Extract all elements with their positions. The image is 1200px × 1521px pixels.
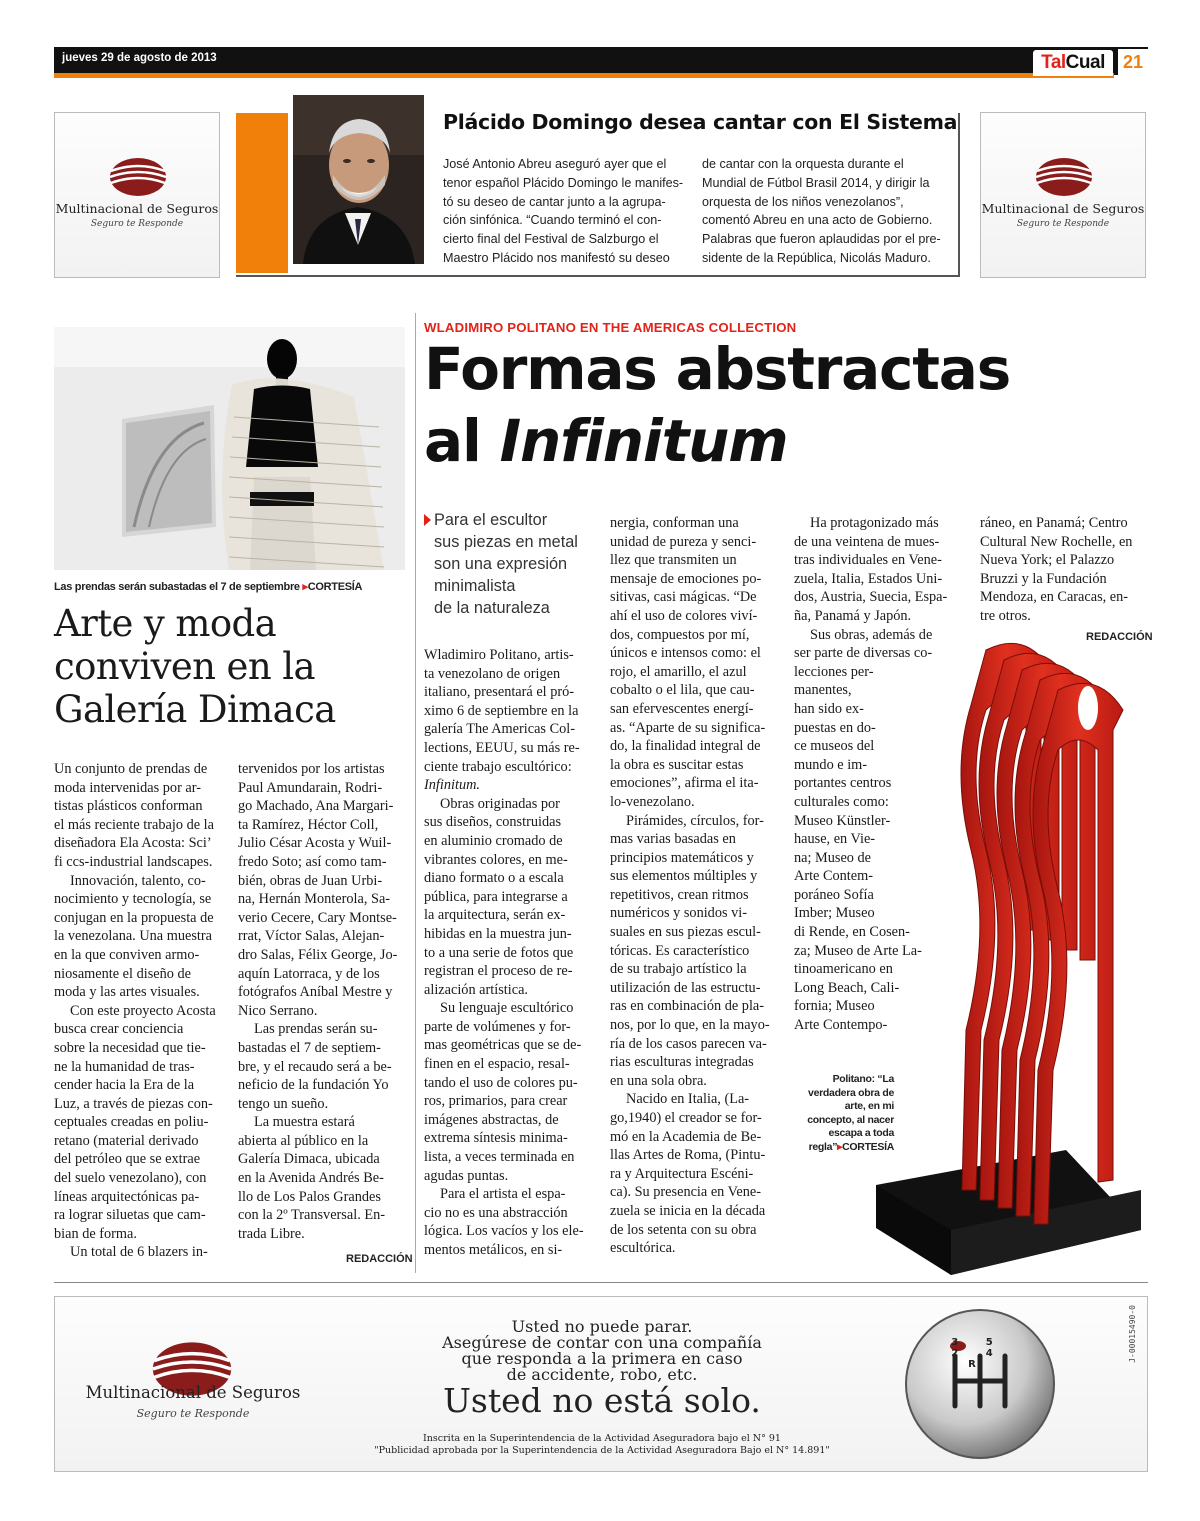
text-line: finen en el espacio, resal- (424, 1056, 570, 1073)
text-line: Pirámides, círculos, for- (626, 812, 764, 829)
text-line: Paul Amundarain, Rodri- (238, 779, 383, 796)
text-line: mas varias basadas en (610, 831, 736, 848)
text-line: minimalista (434, 577, 516, 595)
ad-legal-line: Inscrita en la Superintendencia de la Actividad Aseguradora bajo el N° 91 (423, 1433, 781, 1444)
text-line: Para el escultor (434, 511, 548, 529)
text-line: go Machado, Ana Margari- (238, 798, 394, 815)
text-line: rias esculturas integradas (610, 1054, 754, 1071)
text-line: cio no es una abstracción (424, 1204, 568, 1221)
text-line: tenor español Plácido Domingo le manifes- (443, 175, 684, 190)
text-line: lógica. Los vacíos y los ele- (424, 1223, 584, 1240)
text-line: Las prendas serán su- (254, 1021, 378, 1038)
domingo-column-1 (443, 155, 683, 268)
text-line: to a una serie de fotos que (424, 944, 574, 961)
text-line: culturales como: (794, 793, 889, 810)
credit-marker-icon: ▸ (302, 581, 308, 593)
text-line: as. “Aparte de su significa- (610, 719, 766, 736)
ad-left[interactable] (54, 112, 220, 278)
text-line: bre, y el recaudo será a be- (238, 1058, 392, 1075)
text-line: retano (material derivado (54, 1132, 199, 1149)
text-line: Nueva York; el Palazzo (980, 552, 1115, 569)
page-number: 21 (1118, 49, 1148, 75)
text-line: hibidas en la muestra jun- (424, 925, 572, 942)
fashion-photo (54, 327, 405, 570)
text-line: Nico Serrano. (238, 1002, 318, 1019)
text-line: Arte Contem- (794, 868, 874, 885)
main-headline-line-1: Formas abstractas (424, 335, 1011, 403)
text-line: sus piezas en metal (434, 533, 578, 551)
text-line: Maestro Plácido nos manifestó su deseo (443, 250, 670, 265)
text-line: en una sola obra. (610, 1072, 707, 1089)
text-line: ta venezolano de origen (424, 665, 561, 682)
text-line: hause, en Vie- (794, 831, 876, 848)
text-line: niosamente el diseño de (54, 965, 191, 982)
text-line: repetitivos, crean ritmos (610, 886, 749, 903)
headline-word: al (424, 407, 481, 475)
text-line: con la 2º Transversal. En- (238, 1207, 385, 1224)
text-line: únicos e intensos como: el (610, 645, 761, 662)
ad-brand-name: Multinacional de Seguros (981, 201, 1145, 216)
text-line: Wladimiro Politano, artis- (424, 647, 574, 663)
text-line: Bruzzi y la Fundación (980, 570, 1107, 587)
fashion-photo-caption (54, 580, 362, 593)
text-line: imágenes abstractas, de (424, 1111, 559, 1128)
text-line: ser parte de diversas co- (794, 645, 933, 662)
domingo-column-2 (702, 155, 941, 268)
text-line: ña, Panamá y Japón. (794, 607, 912, 624)
text-line: ce museos del (794, 738, 875, 755)
text-line: llas Artes de Roma, (Pintu- (610, 1147, 766, 1164)
text-line: ción sinfónica. “Cuando terminó el con- (443, 213, 662, 228)
ad-code: J-00015490-0 (1128, 1305, 1137, 1363)
text-line: abierta al público en la (238, 1132, 369, 1149)
text-line: dos, Austria, Suecia, Espa- (794, 589, 948, 606)
headline-emphasis: Infinitum (499, 407, 788, 475)
text-line: ra y Arquitectura Escéni- (610, 1165, 754, 1182)
text-line: ría de los casos parecen va- (610, 1035, 767, 1052)
text-line: alización artística. (424, 981, 528, 998)
text-line: zuela, Italia, Estados Uni- (794, 570, 943, 587)
issue-date: jueves 29 de agosto de 2013 (62, 52, 217, 64)
text-line: unidad de pureza y senci- (610, 533, 757, 550)
text-line: Innovación, talento, co- (70, 872, 206, 889)
text-line: Su lenguaje escultórico (440, 1000, 574, 1017)
ad-legal-line: "Publicidad aprobada por la Superintendencia de la Actividad Aseguradora Bajo el N° 14.891" (374, 1445, 830, 1456)
text-line: tre otros. (980, 607, 1031, 624)
mannequin-photo-icon (54, 327, 405, 570)
text-line: dro Salas, Félix George, Jo- (238, 946, 398, 963)
text-line: lista, a veces terminada en (424, 1149, 575, 1166)
credit-marker-icon: ▸ (837, 1140, 843, 1153)
text-line: tengo un sueño. (238, 1095, 329, 1112)
text-line: suales en sus piezas escul- (610, 924, 761, 941)
text-line: fredo Soto; así como tam- (238, 853, 387, 870)
text-line: fornia; Museo (794, 998, 875, 1015)
text-line: puestas en do- (794, 719, 876, 736)
text-line: za; Museo de Arte La- (794, 942, 922, 959)
text-line: son una expresión (434, 555, 568, 573)
text-line: han sido ex- (794, 700, 864, 717)
domingo-headline: Plácido Domingo desea cantar con El Sistema (443, 110, 958, 134)
text-line: tóricas. Es característico (610, 942, 750, 959)
text-line: vibrantes colores, en me- (424, 851, 568, 868)
text-line: llo de Los Palos Grandes (238, 1188, 381, 1205)
text-line: ne la humanidad de tras- (54, 1058, 195, 1075)
text-line: conjugan en la propuesta de (54, 909, 214, 926)
text-line: Luz, a través de piezas con- (54, 1095, 213, 1112)
text-line: tistas plásticos conforman (54, 798, 203, 815)
text-line: nos, por lo que, en la mayo- (610, 1017, 770, 1034)
text-line: tras individuales en Vene- (794, 552, 942, 569)
ad-copy-line: Asegúrese de contar con una compañía (442, 1333, 762, 1352)
text-line: Ha protagonizado más (810, 515, 939, 531)
text-line: fotógrafos Aníbal Mestre y (238, 984, 393, 1001)
fashion-signature: REDACCIÓN (346, 1253, 413, 1265)
text-line: sidente de la República, Nicolás Maduro. (702, 250, 931, 265)
text-line: mó en la Academia de Be- (610, 1128, 762, 1145)
text-line: neficio de la fundación Yo (238, 1077, 389, 1094)
ad-right[interactable] (980, 112, 1146, 278)
text-line: zuela se inicia en la década (610, 1202, 766, 1219)
column-divider (415, 313, 416, 1273)
text-line: tinoamericano en (794, 961, 893, 978)
fashion-headline-line: Galería Dimaca (54, 688, 336, 731)
text-line: ras en combinación de pla- (610, 998, 765, 1015)
caption-credit: CORTESÍA (307, 581, 363, 593)
text-line: lecciones per- (794, 663, 874, 680)
fashion-body-column-2 (238, 760, 397, 1243)
text-line: Arte Contempo- (794, 1017, 888, 1034)
text-line: Palabras que fueron aplaudidas por el pre- (702, 232, 941, 247)
text-line: lections, EEUU, su más re- (424, 739, 580, 756)
text-line: utilización de las estructu- (610, 979, 761, 996)
text-line: sus elementos múltiples y (610, 868, 758, 885)
text-line: lo-venezolano. (610, 793, 695, 810)
text-line: sus diseños, construidas (424, 814, 562, 831)
text-line: mundo e im- (794, 756, 868, 773)
header-accent-stripe (54, 73, 1114, 78)
fashion-headline-line: Arte y moda (54, 602, 277, 645)
sculpture-caption (780, 1073, 894, 1155)
text-line: mensaje de emociones po- (610, 570, 762, 587)
main-body-column-1 (424, 646, 584, 1260)
caption-credit: CORTESÍA (842, 1140, 894, 1153)
caption-line: verdadera obra de (808, 1086, 894, 1099)
masthead-tal: Tal (1041, 52, 1066, 73)
text-line: trada Libre. (238, 1225, 305, 1242)
text-line: rrat, Víctor Salas, Alejan- (238, 928, 385, 945)
text-line: diano formato o a escala (424, 870, 564, 887)
text-line: bastadas el 7 de septiem- (238, 1039, 381, 1056)
caption-line: arte, en mi (844, 1100, 894, 1113)
text-line: di Rende, en Cosen- (794, 924, 910, 941)
text-line: do, la finalidad integral de (610, 738, 761, 755)
fashion-headline (54, 602, 414, 731)
text-line: verio Cecere, Cary Montse- (238, 909, 397, 926)
text-line: orquesta de los niños venezolanos”, (702, 194, 904, 209)
text-line: la venezolana. Una muestra (54, 928, 212, 945)
main-deck (424, 509, 578, 619)
masthead-cual: Cual (1065, 52, 1105, 73)
text-line: ahí el uso de colores viví- (610, 607, 758, 624)
portrait-photo-icon (293, 95, 424, 264)
text-line: Julio César Acosta y Wuil- (238, 835, 392, 852)
text-line: cierto final del Festival de Salzburgo el (443, 232, 659, 247)
text-line: diseñadora Ela Acosta: Sci’ (54, 835, 212, 852)
text-line: ra lograr siluetas que cam- (54, 1207, 206, 1224)
text-line: en aluminio cromado de (424, 832, 563, 849)
insurance-logo-icon (109, 157, 167, 197)
text-line: bién, obras de Juan Urbi- (238, 872, 383, 889)
main-signature: REDACCIÓN (1086, 631, 1153, 643)
text-line: ros, primarios, para crear (424, 1093, 568, 1110)
text-line: de la naturaleza (434, 599, 550, 617)
text-line: Cultural New Rochelle, en (980, 533, 1133, 550)
text-line: sobre la necesidad que tie- (54, 1039, 206, 1056)
text-line: en la Avenida Andrés Be- (238, 1170, 384, 1187)
text-line: La muestra estará (254, 1114, 355, 1131)
domingo-photo (293, 95, 424, 264)
text-line: Mendoza, en Caracas, en- (980, 589, 1129, 606)
gear-labels: 3 5 2 4 R (951, 1337, 1005, 1370)
text-line: mentos metálicos, en si- (424, 1242, 563, 1258)
text-line: principios matemáticos y (610, 849, 754, 866)
caption-line: Politano: “La (832, 1073, 894, 1085)
text-line: registran el proceso de re- (424, 963, 573, 980)
text-line: cobalto o el lila, que cau- (610, 682, 755, 699)
text-line: líneas arquitectónicas pa- (54, 1188, 200, 1205)
text-line: Obras originadas por (440, 795, 560, 812)
text-line: emociones”, afirma el ita- (610, 775, 759, 792)
newspaper-masthead (1033, 50, 1113, 76)
text-line: galería The Americas Col- (424, 721, 575, 738)
text-line: la obra es suscitar estas (610, 756, 744, 773)
red-sculpture-icon (866, 630, 1146, 1275)
text-line: de los setenta con su obra (610, 1221, 757, 1238)
text-line: ceptuales creadas en poliu- (54, 1114, 209, 1131)
text-line: el más reciente trabajo de la (54, 816, 214, 833)
text-line: sitivas, casi mágicas. “De (610, 589, 757, 606)
caption-text: Las prendas serán subastadas el 7 de septiembre (54, 581, 300, 593)
ad-tagline: Seguro te Responde (136, 1407, 250, 1420)
ad-brand-name: Multinacional de Seguros (85, 1383, 301, 1402)
main-kicker: WLADIMIRO POLITANO EN THE AMERICAS COLLECTION (424, 320, 797, 335)
text-line: na; Museo de (794, 849, 872, 866)
text-line: tervenidos por los artistas (238, 761, 385, 777)
text-line: José Antonio Abreu aseguró ayer que el (443, 157, 667, 171)
text-line: del petróleo que se extrae (54, 1151, 201, 1168)
text-line: moda y las artes visuales. (54, 984, 200, 1001)
text-line: aquín Latorraca, y de los (238, 965, 380, 982)
caption-line: regla” (808, 1140, 838, 1153)
text-line: go,1940) el creador se for- (610, 1110, 762, 1126)
text-line: parte de volúmenes y for- (424, 1018, 571, 1035)
text-line: san efervescentes energí- (610, 700, 754, 717)
text-line: numéricos y sonidos vi- (610, 905, 748, 922)
text-line: en la que conviven armo- (54, 946, 200, 963)
text-line: nergia, conforman una (610, 515, 739, 531)
text-line: manentes, (794, 682, 852, 699)
text-line: ráneo, en Panamá; Centro (980, 515, 1128, 531)
text-line: Imber; Museo (794, 905, 875, 922)
text-line: rojo, el amarillo, el azul (610, 663, 747, 680)
caption-line: concepto, al nacer (807, 1113, 894, 1126)
text-line: mas geométricas que se de- (424, 1037, 582, 1054)
main-body-column-2 (610, 514, 770, 1258)
text-line: escultórica. (610, 1240, 676, 1257)
main-body-column-4 (980, 514, 1132, 626)
text-line: Para el artista el espa- (440, 1186, 566, 1203)
text-line: la arquitectura, serán ex- (424, 907, 566, 924)
text-line: agudas puntas. (424, 1167, 509, 1184)
text-line: ximo 6 de septiembre en la (424, 702, 579, 719)
text-line: na, Hernán Monterola, Sa- (238, 891, 391, 908)
text-line: bian de forma. (54, 1225, 137, 1242)
domingo-accent-block (236, 113, 288, 273)
text-line: Long Beach, Cali- (794, 979, 900, 996)
text-line: tó su deseo de cantar junto a la agrupa- (443, 194, 666, 209)
main-headline-line-2 (424, 405, 787, 477)
text-line: nocimiento y tecnología, se (54, 891, 212, 908)
text-line: tando el uso de colores pu- (424, 1074, 578, 1091)
text-line: Museo Künstler- (794, 812, 891, 829)
ad-tagline: Seguro te Responde (90, 219, 184, 229)
text-line: de cantar con la orquesta durante el (702, 157, 904, 171)
text-line: busca crear conciencia (54, 1021, 184, 1038)
text-line: del suelo venezolano), con (54, 1170, 207, 1187)
text-line: Un total de 6 blazers in- (70, 1244, 208, 1261)
text-line: cender hacia la Era de la (54, 1077, 195, 1094)
text-line: Sus obras, además de (810, 626, 933, 643)
text-line: ca). Su presencia en Vene- (610, 1184, 761, 1201)
text-line: Mundial de Fútbol Brasil 2014, y dirigir la (702, 175, 930, 190)
text-line: moda intervenidas por ar- (54, 779, 201, 796)
text-line: extrema síntesis minima- (424, 1130, 568, 1147)
text-line: dos, compuestos por mí, (610, 626, 750, 643)
ad-copy-line: Usted no puede parar. (511, 1317, 693, 1336)
text-line: comentó Abreu en una acto de Gobierno. (702, 213, 933, 228)
fashion-headline-line: conviven en la (54, 645, 315, 688)
fashion-body-column-1 (54, 760, 216, 1262)
header-bar (54, 47, 1148, 75)
ad-brand-name: Multinacional de Seguros (55, 201, 219, 216)
text-line: poráneo Sofía (794, 886, 874, 903)
text-line: fi ccs-industrial landscapes. (54, 853, 213, 870)
text-line: italiano, presentará el pró- (424, 684, 575, 701)
text-line: de su trabajo artístico la (610, 961, 747, 978)
text-line: pública, para integrarse a (424, 888, 568, 905)
caption-line: escapa a toda (828, 1127, 894, 1140)
text-line: Un conjunto de prendas de (54, 761, 208, 777)
ad-copy-line: de accidente, robo, etc. (506, 1365, 698, 1384)
text-line: llez que transmiten un (610, 552, 737, 569)
text-line: Galería Dimaca, ubicada (238, 1151, 380, 1168)
ad-headline: Usted no está solo. (443, 1381, 761, 1420)
ad-copy-line: que responda a la primera en caso (461, 1349, 743, 1368)
text-line: portantes centros (794, 775, 892, 792)
ad-tagline: Seguro te Responde (1016, 219, 1110, 229)
text-line: Nacido en Italia, (La- (626, 1091, 750, 1108)
text-line: Con este proyecto Acosta (70, 1002, 216, 1019)
text-line: de una veintena de mues- (794, 533, 940, 550)
insurance-logo-icon (1035, 157, 1093, 197)
text-line: ciente trabajo escultórico: (424, 758, 572, 775)
text-line: ta Ramírez, Héctor Coll, (238, 816, 379, 833)
gear-shift-knob-icon (900, 1306, 1060, 1462)
bottom-divider (54, 1282, 1148, 1283)
text-line: Infinitum. (424, 777, 480, 794)
